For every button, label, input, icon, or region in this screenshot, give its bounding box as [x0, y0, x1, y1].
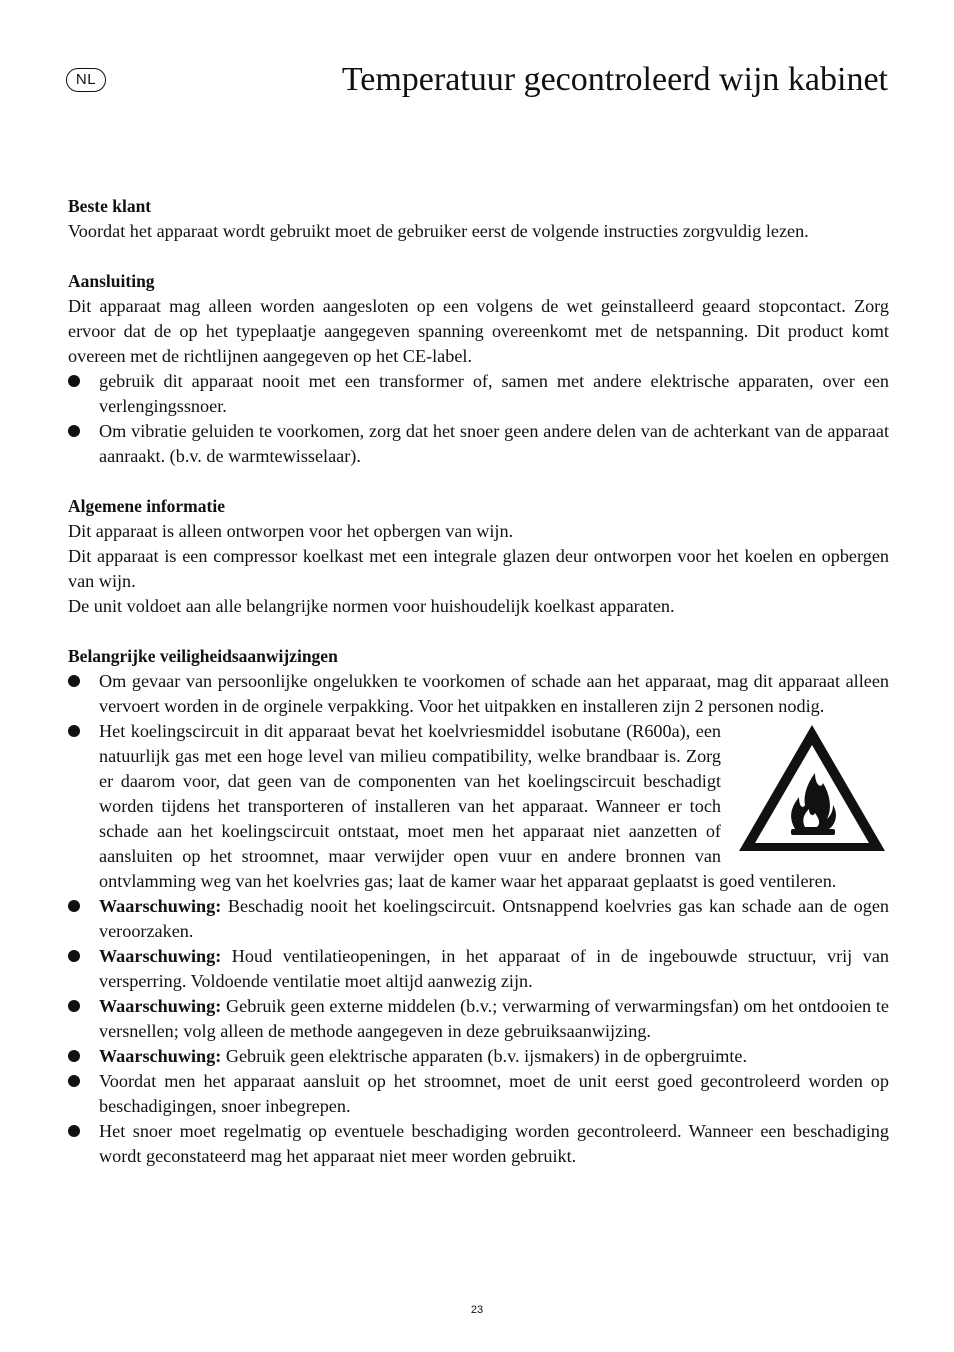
- list-item-text: Om vibratie geluiden te voorkomen, zorg dat het snoer geen andere delen van de achterkant van de apparaat aanraakt. (b.v. de warmtewisselaar).: [99, 421, 889, 466]
- bullet-icon: [68, 675, 80, 687]
- list-item-text: Houd ventilatieopeningen, in het apparaat of in de ingebouwde structuur, vrij van versperring. Voldoende ventilatie moet altijd aanwezig zijn.: [99, 946, 889, 991]
- list-item: [68, 669, 889, 719]
- section-aansluiting: [68, 269, 889, 469]
- section-algemene-informatie: [68, 494, 889, 619]
- section-veiligheid: [68, 644, 889, 1169]
- list-item: [68, 719, 889, 894]
- paragraph: Dit apparaat is een compressor koelkast met een integrale glazen deur ontworpen voor het koelen en opbergen van wijn.: [68, 546, 889, 591]
- list-item-text: gebruik dit apparaat nooit met een transformer of, samen met andere elektrische apparaten, over een verlengingssnoer.: [99, 371, 889, 416]
- paragraph: Dit apparaat is alleen ontworpen voor het opbergen van wijn.: [68, 521, 514, 541]
- bullet-icon: [68, 425, 80, 437]
- list-item-text: Voordat men het apparaat aansluit op het stroomnet, moet de unit eerst goed gecontroleerd worden op beschadigingen, snoer inbegrepen.: [99, 1071, 889, 1116]
- list-item-text: Gebruik geen externe middelen (b.v.; verwarming of verwarmingsfan) om het ontdooien te versnellen; volg alleen de methode aangegeven in deze gebruiksaanwijzing.: [99, 996, 889, 1041]
- bullet-icon: [68, 725, 80, 737]
- list-item: [68, 419, 889, 469]
- list-item-text: Het koelingscircuit in dit apparaat bevat het koelvriesmiddel isobutane (R600a), een natuurlijk gas met een hoge level van milieu compatibility, welke brandbaar is. Zorg er daarom voor, dat geen van de componenten van het koelingscircuit beschadigt worden tijdens het transporteren of installeren van het apparaat. Wanneer er toch schade aan het koelingscircuit ontstaat, moet men het apparaat niet aanzetten of aansluiten op het stroomnet, maar verwijder open vuur en andere bronnen van ontvlamming weg van het koelvries gas; laat de kamer waar het apparaat geplaatst is goed ventileren.: [99, 721, 837, 891]
- bullet-icon: [68, 950, 80, 962]
- list-item: [68, 1069, 889, 1119]
- warning-label: Waarschuwing:: [99, 946, 222, 966]
- section-heading: Algemene informatie: [68, 496, 225, 516]
- document-body: [68, 194, 889, 1194]
- list-item: [68, 944, 889, 994]
- list-item: [68, 1044, 889, 1069]
- flammable-warning-triangle-icon: [735, 719, 889, 855]
- warning-label: Waarschuwing:: [99, 1046, 222, 1066]
- bullet-icon: [68, 1000, 80, 1012]
- section-beste-klant: [68, 194, 889, 244]
- warning-label: Waarschuwing:: [99, 996, 222, 1016]
- list-item-text: Beschadig nooit het koelingscircuit. Ontsnappend koelvries gas kan schade aan de ogen veroorzaken.: [99, 896, 889, 941]
- page-title: Temperatuur gecontroleerd wijn kabinet: [341, 61, 888, 98]
- list-item-text: Om gevaar van persoonlijke ongelukken te voorkomen of schade aan het apparaat, mag dit apparaat alleen vervoert worden in de orginele verpakking. Voor het uitpakken en installeren zijn 2 personen nodig.: [99, 671, 889, 716]
- language-badge: NL: [66, 68, 106, 92]
- list-item: [68, 894, 889, 944]
- bullet-icon: [68, 1125, 80, 1137]
- list-item-text: Het snoer moet regelmatig op eventuele beschadiging worden gecontroleerd. Wanneer een beschadiging wordt geconstateerd mag het apparaat niet meer worden gebruikt.: [99, 1121, 889, 1166]
- page-number: 23: [470, 1304, 484, 1316]
- list-item: [68, 1119, 889, 1169]
- warning-label: Waarschuwing:: [99, 896, 222, 916]
- bullet-icon: [68, 1050, 80, 1062]
- list-item: [68, 369, 889, 419]
- paragraph: De unit voldoet aan alle belangrijke normen voor huishoudelijk koelkast apparaten.: [68, 596, 675, 616]
- bullet-icon: [68, 1075, 80, 1087]
- paragraph: Voordat het apparaat wordt gebruikt moet de gebruiker eerst de volgende instructies zorgvuldig lezen.: [68, 221, 809, 241]
- list-item-text: Gebruik geen elektrische apparaten (b.v. ijsmakers) in de opbergruimte.: [221, 1046, 748, 1066]
- section-heading: Belangrijke veiligheidsaanwijzingen: [68, 646, 338, 666]
- section-heading: Aansluiting: [68, 271, 155, 291]
- paragraph: Dit apparaat mag alleen worden aangesloten op een volgens de wet geinstalleerd geaard stopcontact. Zorg ervoor dat de op het typeplaatje aangegeven spanning overeenkomt met de netspanning. Dit product komt overeen met de richtlijnen aangegeven op het CE-label.: [68, 296, 889, 366]
- list-item: [68, 994, 889, 1044]
- section-heading: Beste klant: [68, 196, 152, 216]
- bullet-icon: [68, 375, 80, 387]
- bullet-icon: [68, 900, 80, 912]
